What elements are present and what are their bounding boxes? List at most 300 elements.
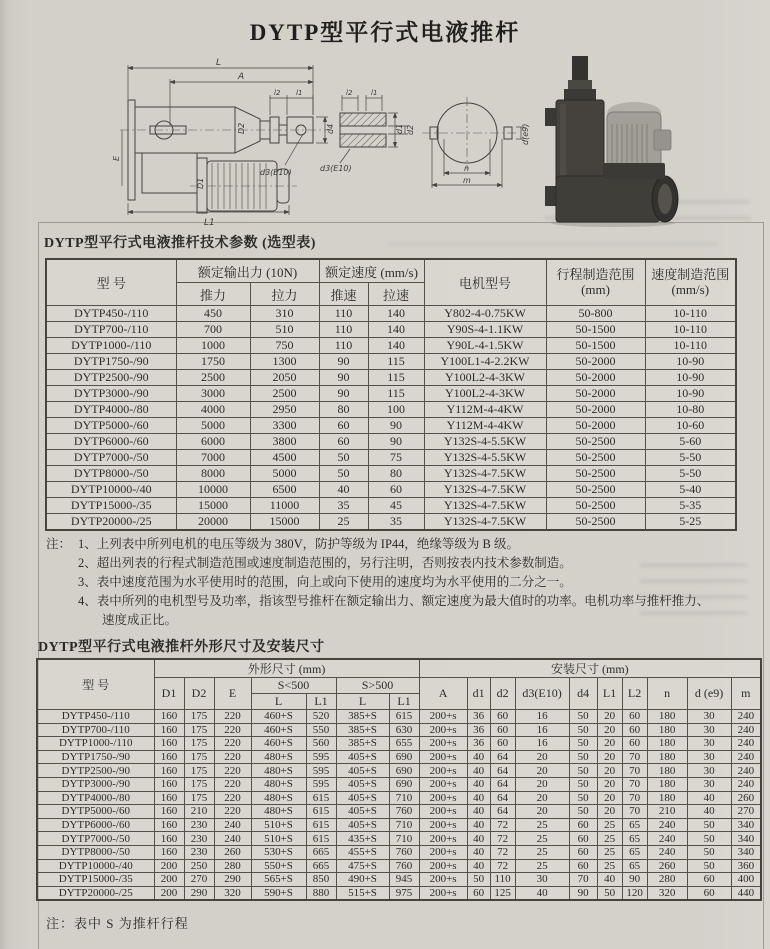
cell: DYTP2500-/90 — [46, 370, 176, 386]
cell: 60 — [687, 886, 731, 900]
cell: 60 — [569, 845, 597, 859]
cell: 220 — [214, 710, 251, 724]
dim-label-l1-top: l1 — [296, 89, 303, 97]
dim-label-E: E — [112, 155, 121, 161]
cell: 200 — [154, 859, 184, 873]
cell: 50 — [569, 737, 597, 751]
cell: 5-60 — [645, 434, 736, 450]
note-prefix: 注： — [46, 537, 72, 551]
cell: 20 — [597, 791, 622, 805]
cell: 200+s — [419, 859, 467, 873]
cell: 60 — [319, 434, 368, 450]
cell: Y132S-4-7.5KW — [424, 514, 546, 531]
cell: 240 — [731, 710, 761, 724]
cell: 595 — [306, 764, 336, 778]
cell: 2500 — [250, 386, 319, 402]
cell: 115 — [368, 370, 424, 386]
cell: 90 — [368, 418, 424, 434]
cell: 70 — [569, 873, 597, 887]
cell: 6000 — [176, 434, 250, 450]
cell: 665 — [306, 845, 336, 859]
cell: 11000 — [250, 498, 319, 514]
cell: 50-2500 — [546, 450, 645, 466]
cell: 320 — [214, 886, 251, 900]
cell: 45 — [368, 498, 424, 514]
cell: 25 — [597, 818, 622, 832]
cell: 25 — [515, 859, 569, 873]
cell: 20 — [515, 805, 569, 819]
cell: 20 — [515, 750, 569, 764]
cell: DYTP5000-/60 — [46, 418, 176, 434]
spec-table — [45, 258, 737, 531]
cell: 760 — [389, 805, 419, 819]
cell: 200+s — [419, 750, 467, 764]
col-header-speed-range: 速度制造范围 (mm/s) — [645, 259, 736, 306]
cell: 405+S — [336, 805, 389, 819]
cell: 180 — [647, 737, 687, 751]
cell: 25 — [597, 859, 622, 873]
cell: 50-2000 — [546, 386, 645, 402]
cell: 615 — [306, 818, 336, 832]
cell: 180 — [647, 710, 687, 724]
cell: Y802-4-0.75KW — [424, 306, 546, 322]
cell: 20 — [515, 791, 569, 805]
col-header-d2: d2 — [490, 678, 515, 710]
cell: 140 — [368, 306, 424, 322]
cell: 180 — [647, 777, 687, 791]
table-row — [46, 354, 736, 370]
note-line — [46, 535, 718, 554]
col-header-inst-L2: L2 — [622, 678, 647, 710]
cell: 240 — [731, 750, 761, 764]
cell: 50-2500 — [546, 514, 645, 531]
cell: 550+S — [251, 859, 306, 873]
cell: 200 — [154, 873, 184, 887]
cell: 40 — [467, 859, 490, 873]
cell: 760 — [389, 845, 419, 859]
cell: 36 — [467, 737, 490, 751]
cell: 220 — [214, 750, 251, 764]
cell: 10-90 — [645, 354, 736, 370]
cell: 50-2000 — [546, 402, 645, 418]
cell: 385+S — [336, 710, 389, 724]
cell: 200+s — [419, 873, 467, 887]
cell: 25 — [515, 845, 569, 859]
figure-area — [0, 50, 770, 230]
cell: 750 — [250, 338, 319, 354]
cell: 435+S — [336, 832, 389, 846]
cell: 60 — [467, 886, 490, 900]
cell: 200+s — [419, 723, 467, 737]
table-row — [37, 737, 761, 751]
cell: 210 — [647, 805, 687, 819]
cell: 40 — [515, 886, 569, 900]
cell: 220 — [214, 791, 251, 805]
cell: 40 — [467, 845, 490, 859]
cell: DYTP6000-/60 — [37, 818, 154, 832]
cell: 50-800 — [546, 306, 645, 322]
cell: DYTP15000-/35 — [37, 873, 154, 887]
cell: 10-90 — [645, 370, 736, 386]
col-header-L-lt: L — [251, 694, 306, 710]
cell: 15000 — [250, 514, 319, 531]
cell: 50-2500 — [546, 482, 645, 498]
table-row — [37, 777, 761, 791]
cell: 65 — [622, 859, 647, 873]
cell: 50 — [569, 750, 597, 764]
cell: 180 — [647, 750, 687, 764]
cell: DYTP5000-/60 — [37, 805, 154, 819]
col-header-pull-speed: 拉速 — [368, 283, 424, 306]
col-header-motor: 电机型号 — [424, 259, 546, 306]
cell: 30 — [515, 873, 569, 887]
cell: 160 — [154, 710, 184, 724]
cell: 4500 — [250, 450, 319, 466]
cell: 200+s — [419, 710, 467, 724]
cell: 690 — [389, 750, 419, 764]
cell: 2050 — [250, 370, 319, 386]
cell: 260 — [214, 845, 251, 859]
cell: 1000 — [176, 338, 250, 354]
cell: 70 — [622, 791, 647, 805]
cell: 8000 — [176, 466, 250, 482]
cell: 60 — [622, 710, 647, 724]
cell: 16 — [515, 723, 569, 737]
cell: 5-40 — [645, 482, 736, 498]
table-row — [46, 434, 736, 450]
cell: 175 — [184, 723, 214, 737]
cell: 10-90 — [645, 386, 736, 402]
cell: 455+S — [336, 845, 389, 859]
cell: DYTP4000-/80 — [37, 791, 154, 805]
table-row — [46, 386, 736, 402]
cell: 50 — [687, 818, 731, 832]
cell: 230 — [184, 818, 214, 832]
spec-section-title: DYTP型平行式电液推杆技术参数 (选型表) — [44, 236, 316, 251]
cell: 710 — [389, 818, 419, 832]
cell: 20 — [597, 764, 622, 778]
cell: 220 — [214, 723, 251, 737]
cell: 64 — [490, 805, 515, 819]
cell: 120 — [622, 886, 647, 900]
table-row — [37, 873, 761, 887]
cell: 160 — [154, 750, 184, 764]
cell: 72 — [490, 818, 515, 832]
cell: Y112M-4-4KW — [424, 402, 546, 418]
col-header-force-group: 额定输出力 (10N) — [176, 259, 319, 283]
table-row — [46, 402, 736, 418]
table-row — [46, 498, 736, 514]
cell: 1300 — [250, 354, 319, 370]
notes-block — [46, 535, 718, 630]
cell: 36 — [467, 710, 490, 724]
note-line: 3、表中速度范围为水平使用时的范围，向上或向下使用的速度均为水平使用的二分之一。 — [78, 575, 572, 589]
cell: 220 — [214, 805, 251, 819]
cell: 480+S — [251, 777, 306, 791]
cell: 40 — [687, 805, 731, 819]
cell: 50-1500 — [546, 322, 645, 338]
col-header-pull: 拉力 — [250, 283, 319, 306]
cell: 240 — [647, 845, 687, 859]
cell: 5-35 — [645, 498, 736, 514]
cell: 320 — [647, 886, 687, 900]
col-header-A: A — [419, 678, 467, 710]
cell: 60 — [319, 418, 368, 434]
cell: DYTP7000-/50 — [46, 450, 176, 466]
dim-label-n: n — [464, 164, 470, 173]
cell: 30 — [687, 764, 731, 778]
cell: 360 — [731, 859, 761, 873]
cell: 125 — [490, 886, 515, 900]
cell: 50 — [319, 450, 368, 466]
cell: DYTP10000-/40 — [37, 859, 154, 873]
table-row — [46, 466, 736, 482]
cell: 240 — [214, 832, 251, 846]
cell: 30 — [687, 737, 731, 751]
cell: 30 — [687, 750, 731, 764]
col-header-model: 型 号 — [37, 659, 154, 710]
cell: 240 — [731, 777, 761, 791]
cell: 180 — [647, 764, 687, 778]
cell: 240 — [731, 764, 761, 778]
note-text: 1、上列表中所列电机的电压等级为 380V，防护等级为 IP44，绝缘等级为 B 级。 — [78, 537, 519, 551]
cell: Y90S-4-1.1KW — [424, 322, 546, 338]
cell: 160 — [154, 818, 184, 832]
col-header-D2: D2 — [184, 678, 214, 710]
cell: 280 — [647, 873, 687, 887]
cell: 25 — [319, 514, 368, 531]
cell: 50-2500 — [546, 466, 645, 482]
table-row — [37, 818, 761, 832]
cell: 405+S — [336, 777, 389, 791]
cell: 200+s — [419, 737, 467, 751]
cell: Y132S-4-7.5KW — [424, 482, 546, 498]
cell: 50 — [569, 764, 597, 778]
cell: 50-2000 — [546, 418, 645, 434]
cell: 440 — [731, 886, 761, 900]
table-row — [46, 450, 736, 466]
dim-label-L: L — [216, 58, 222, 68]
cell: DYTP700-/110 — [37, 723, 154, 737]
cell: 10-80 — [645, 402, 736, 418]
cell: 64 — [490, 764, 515, 778]
cell: 60 — [569, 818, 597, 832]
cell: 40 — [467, 791, 490, 805]
cell: 400 — [731, 873, 761, 887]
cell: 60 — [490, 723, 515, 737]
cell: 65 — [622, 818, 647, 832]
table-row — [46, 418, 736, 434]
cell: 310 — [250, 306, 319, 322]
cell: 160 — [154, 845, 184, 859]
cell: 160 — [154, 832, 184, 846]
cell: 230 — [184, 832, 214, 846]
col-header-outer-group: 外形尺寸 (mm) — [154, 659, 419, 678]
cell: 10000 — [176, 482, 250, 498]
cell: 75 — [368, 450, 424, 466]
col-header-s-lt-500: S<500 — [251, 678, 336, 694]
cell: 70 — [622, 805, 647, 819]
cell: 160 — [154, 791, 184, 805]
cell: 40 — [687, 791, 731, 805]
cell: DYTP8000-/50 — [37, 845, 154, 859]
cell: 2950 — [250, 402, 319, 418]
cell: 30 — [687, 710, 731, 724]
cell: 200+s — [419, 886, 467, 900]
cell: 36 — [467, 723, 490, 737]
cell: 565+S — [251, 873, 306, 887]
dim-section-title: DYTP型平行式电液推杆外形尺寸及安装尺寸 — [38, 640, 325, 655]
cell: DYTP20000-/25 — [37, 886, 154, 900]
cell: 480+S — [251, 805, 306, 819]
cell: 50-1500 — [546, 338, 645, 354]
cell: DYTP2500-/90 — [37, 764, 154, 778]
table-row — [37, 750, 761, 764]
cell: 460+S — [251, 737, 306, 751]
cell: 4000 — [176, 402, 250, 418]
cell: DYTP450-/110 — [37, 710, 154, 724]
cell: 65 — [622, 845, 647, 859]
cell: 50 — [319, 466, 368, 482]
dim-label-l2-detail: l2 — [346, 89, 353, 97]
cell: 7000 — [176, 450, 250, 466]
table-row — [37, 710, 761, 724]
cell: 340 — [731, 832, 761, 846]
cell: 160 — [154, 764, 184, 778]
cell: 5-25 — [645, 514, 736, 531]
cell: Y100L2-4-3KW — [424, 386, 546, 402]
cell: 175 — [184, 710, 214, 724]
cell: 40 — [467, 777, 490, 791]
cell: 40 — [467, 750, 490, 764]
cell: 450 — [176, 306, 250, 322]
cell: 280 — [214, 859, 251, 873]
cell: 240 — [647, 818, 687, 832]
product-photo — [528, 50, 728, 230]
dim-label-d3-detail: d3(E10) — [320, 164, 352, 173]
cell: 2500 — [176, 370, 250, 386]
cell: Y132S-4-7.5KW — [424, 466, 546, 482]
cell: 515+S — [336, 886, 389, 900]
cell: 175 — [184, 764, 214, 778]
cell: 25 — [597, 845, 622, 859]
cell: 520 — [306, 710, 336, 724]
table-row — [37, 886, 761, 900]
cell: 115 — [368, 386, 424, 402]
cell: 210 — [184, 805, 214, 819]
col-header-d3: d3(E10) — [515, 678, 569, 710]
cell: 50 — [569, 777, 597, 791]
table-row — [37, 845, 761, 859]
cell: 510+S — [251, 818, 306, 832]
cell: 80 — [368, 466, 424, 482]
cell: 475+S — [336, 859, 389, 873]
cell: 180 — [647, 723, 687, 737]
table-row — [37, 764, 761, 778]
col-header-L-gt: L — [336, 694, 389, 710]
cell: 80 — [319, 402, 368, 418]
cell: DYTP450-/110 — [46, 306, 176, 322]
cell: 615 — [389, 710, 419, 724]
cell: 405+S — [336, 750, 389, 764]
col-header-install-group: 安装尺寸 (mm) — [419, 659, 761, 678]
cell: 20000 — [176, 514, 250, 531]
cell: 290 — [214, 873, 251, 887]
cell: 100 — [368, 402, 424, 418]
page-title: DYTP型平行式电液推杆 — [249, 20, 521, 45]
cell: 3800 — [250, 434, 319, 450]
cell: DYTP1000-/110 — [37, 737, 154, 751]
cell: 200+s — [419, 791, 467, 805]
table-row — [46, 370, 736, 386]
cell: 60 — [490, 737, 515, 751]
dim-label-d3-main: d3(E10) — [260, 168, 292, 177]
col-header-s-gt-500: S>500 — [336, 678, 419, 694]
cell: 64 — [490, 791, 515, 805]
dim-label-L1: L1 — [204, 218, 215, 228]
cell: 16 — [515, 710, 569, 724]
cell: 3000 — [176, 386, 250, 402]
cell: DYTP15000-/35 — [46, 498, 176, 514]
cell: 20 — [597, 805, 622, 819]
cell: 40 — [319, 482, 368, 498]
table-row — [46, 322, 736, 338]
cell: 90 — [319, 386, 368, 402]
cell: 530+S — [251, 845, 306, 859]
cell: DYTP4000-/80 — [46, 402, 176, 418]
cell: 945 — [389, 873, 419, 887]
cell: DYTP1000-/110 — [46, 338, 176, 354]
cell: 200+s — [419, 832, 467, 846]
dim-label-d4: d4 — [326, 123, 335, 134]
cell: 250 — [184, 859, 214, 873]
cell: 160 — [154, 777, 184, 791]
cell: 90 — [622, 873, 647, 887]
cell: 50 — [597, 886, 622, 900]
cell: 72 — [490, 832, 515, 846]
table-row — [46, 338, 736, 354]
cell: Y100L1-4-2.2KW — [424, 354, 546, 370]
cell: 50-2000 — [546, 370, 645, 386]
col-header-L1-lt: L1 — [306, 694, 336, 710]
cell: 20 — [597, 737, 622, 751]
cell: 110 — [319, 338, 368, 354]
cell: 60 — [569, 859, 597, 873]
cell: 90 — [319, 370, 368, 386]
cell: 480+S — [251, 750, 306, 764]
col-header-D1: D1 — [154, 678, 184, 710]
cell: 60 — [622, 737, 647, 751]
cell: 405+S — [336, 818, 389, 832]
col-header-model: 型 号 — [46, 259, 176, 306]
cell: 615 — [306, 791, 336, 805]
cell: 760 — [389, 859, 419, 873]
cell: 460+S — [251, 710, 306, 724]
cell: 5-50 — [645, 450, 736, 466]
cell: 490+S — [336, 873, 389, 887]
cell: 550 — [306, 723, 336, 737]
cell: 65 — [622, 832, 647, 846]
cell: 40 — [467, 805, 490, 819]
cell: 5000 — [250, 466, 319, 482]
cell: 850 — [306, 873, 336, 887]
cell: 60 — [569, 832, 597, 846]
cell: 710 — [389, 791, 419, 805]
bottom-note: 注：表中 S 为推杆行程 — [46, 916, 189, 931]
cell: 175 — [184, 777, 214, 791]
cell: 240 — [731, 723, 761, 737]
cell: DYTP1750-/90 — [37, 750, 154, 764]
